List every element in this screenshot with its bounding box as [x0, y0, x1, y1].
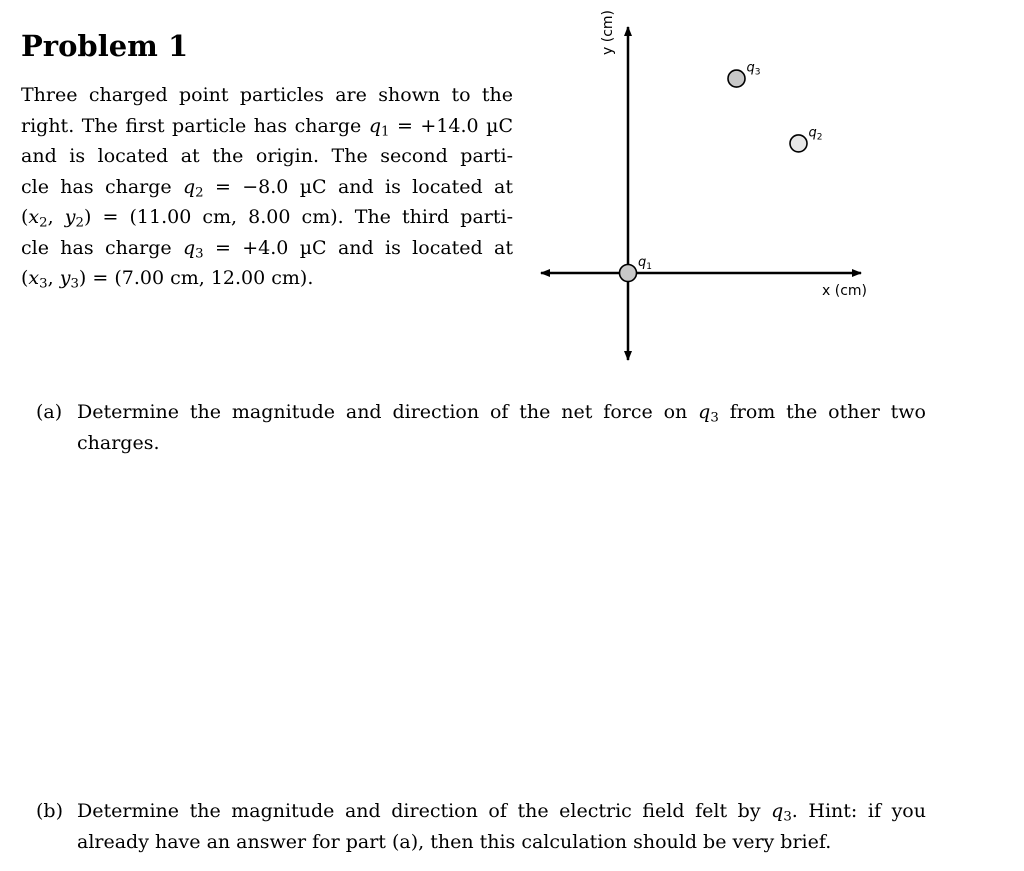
part-b-var: q: [771, 800, 784, 822]
x-axis-label: x (cm): [822, 283, 867, 299]
y-axis-label: y (cm): [600, 10, 616, 55]
part-a-text: Determine the magnitude and direction of the net force on $q_3$ from the other two charges.: [77, 401, 927, 454]
part-a: [36, 397, 926, 458]
particle-label-q3: $q_3$: [746, 60, 761, 78]
intro-line-2-text: right. The first particle has charge: [21, 114, 362, 137]
pos3-expression: ($x_3$, $y_3) = (7.00$ cm, 12.00 cm).: [21, 267, 314, 292]
pos2-expression: ($x_2$, $y_2) = (11.00$ cm, 8.00 cm).: [21, 206, 344, 231]
intro-line-6: cle has charge $q_3 = +4.0$ µC and is located at: [21, 236, 514, 261]
part-a-label: (a): [36, 401, 63, 423]
intro-line-5: ($x_2$, $y_2) = (11.00$ cm, 8.00 cm). The third parti-: [21, 206, 513, 231]
part-b-text: Determine the magnitude and direction of the electric field felt by $q_3$. Hint: if you already have an answer for part (a), then this calculation should be very brief.: [77, 800, 926, 853]
intro-line-2: [21, 111, 513, 142]
part-b: [36, 796, 926, 857]
intro-line-7: [21, 263, 513, 294]
intro-line-3: and is located at the origin. The second parti-: [21, 145, 513, 167]
intro-line-4: cle has charge $q_2 = -8.0$ µC and is located at: [21, 175, 514, 200]
q3-expression: $q_3 = +4.0$ µC: [183, 236, 327, 261]
particle-q3: [728, 70, 745, 87]
particles-layer: [620, 61, 823, 282]
q2-expression: $q_2 = -8.0$ µC: [183, 175, 327, 200]
problem-statement: [21, 80, 513, 294]
part-b-label: (b): [36, 800, 63, 822]
part-a-var: q: [698, 401, 711, 423]
particle-q2: [790, 135, 807, 152]
intro-line-1: Three charged point particles are shown to the: [21, 84, 513, 106]
particle-q1: [620, 265, 637, 282]
particle-label-q1: $q_1$: [638, 255, 652, 272]
particle-label-q2: $q_2$: [808, 125, 823, 143]
problem-title: Problem 1: [21, 29, 189, 63]
q1-expression: $q_1 = +14.0$ µC: [368, 114, 514, 139]
